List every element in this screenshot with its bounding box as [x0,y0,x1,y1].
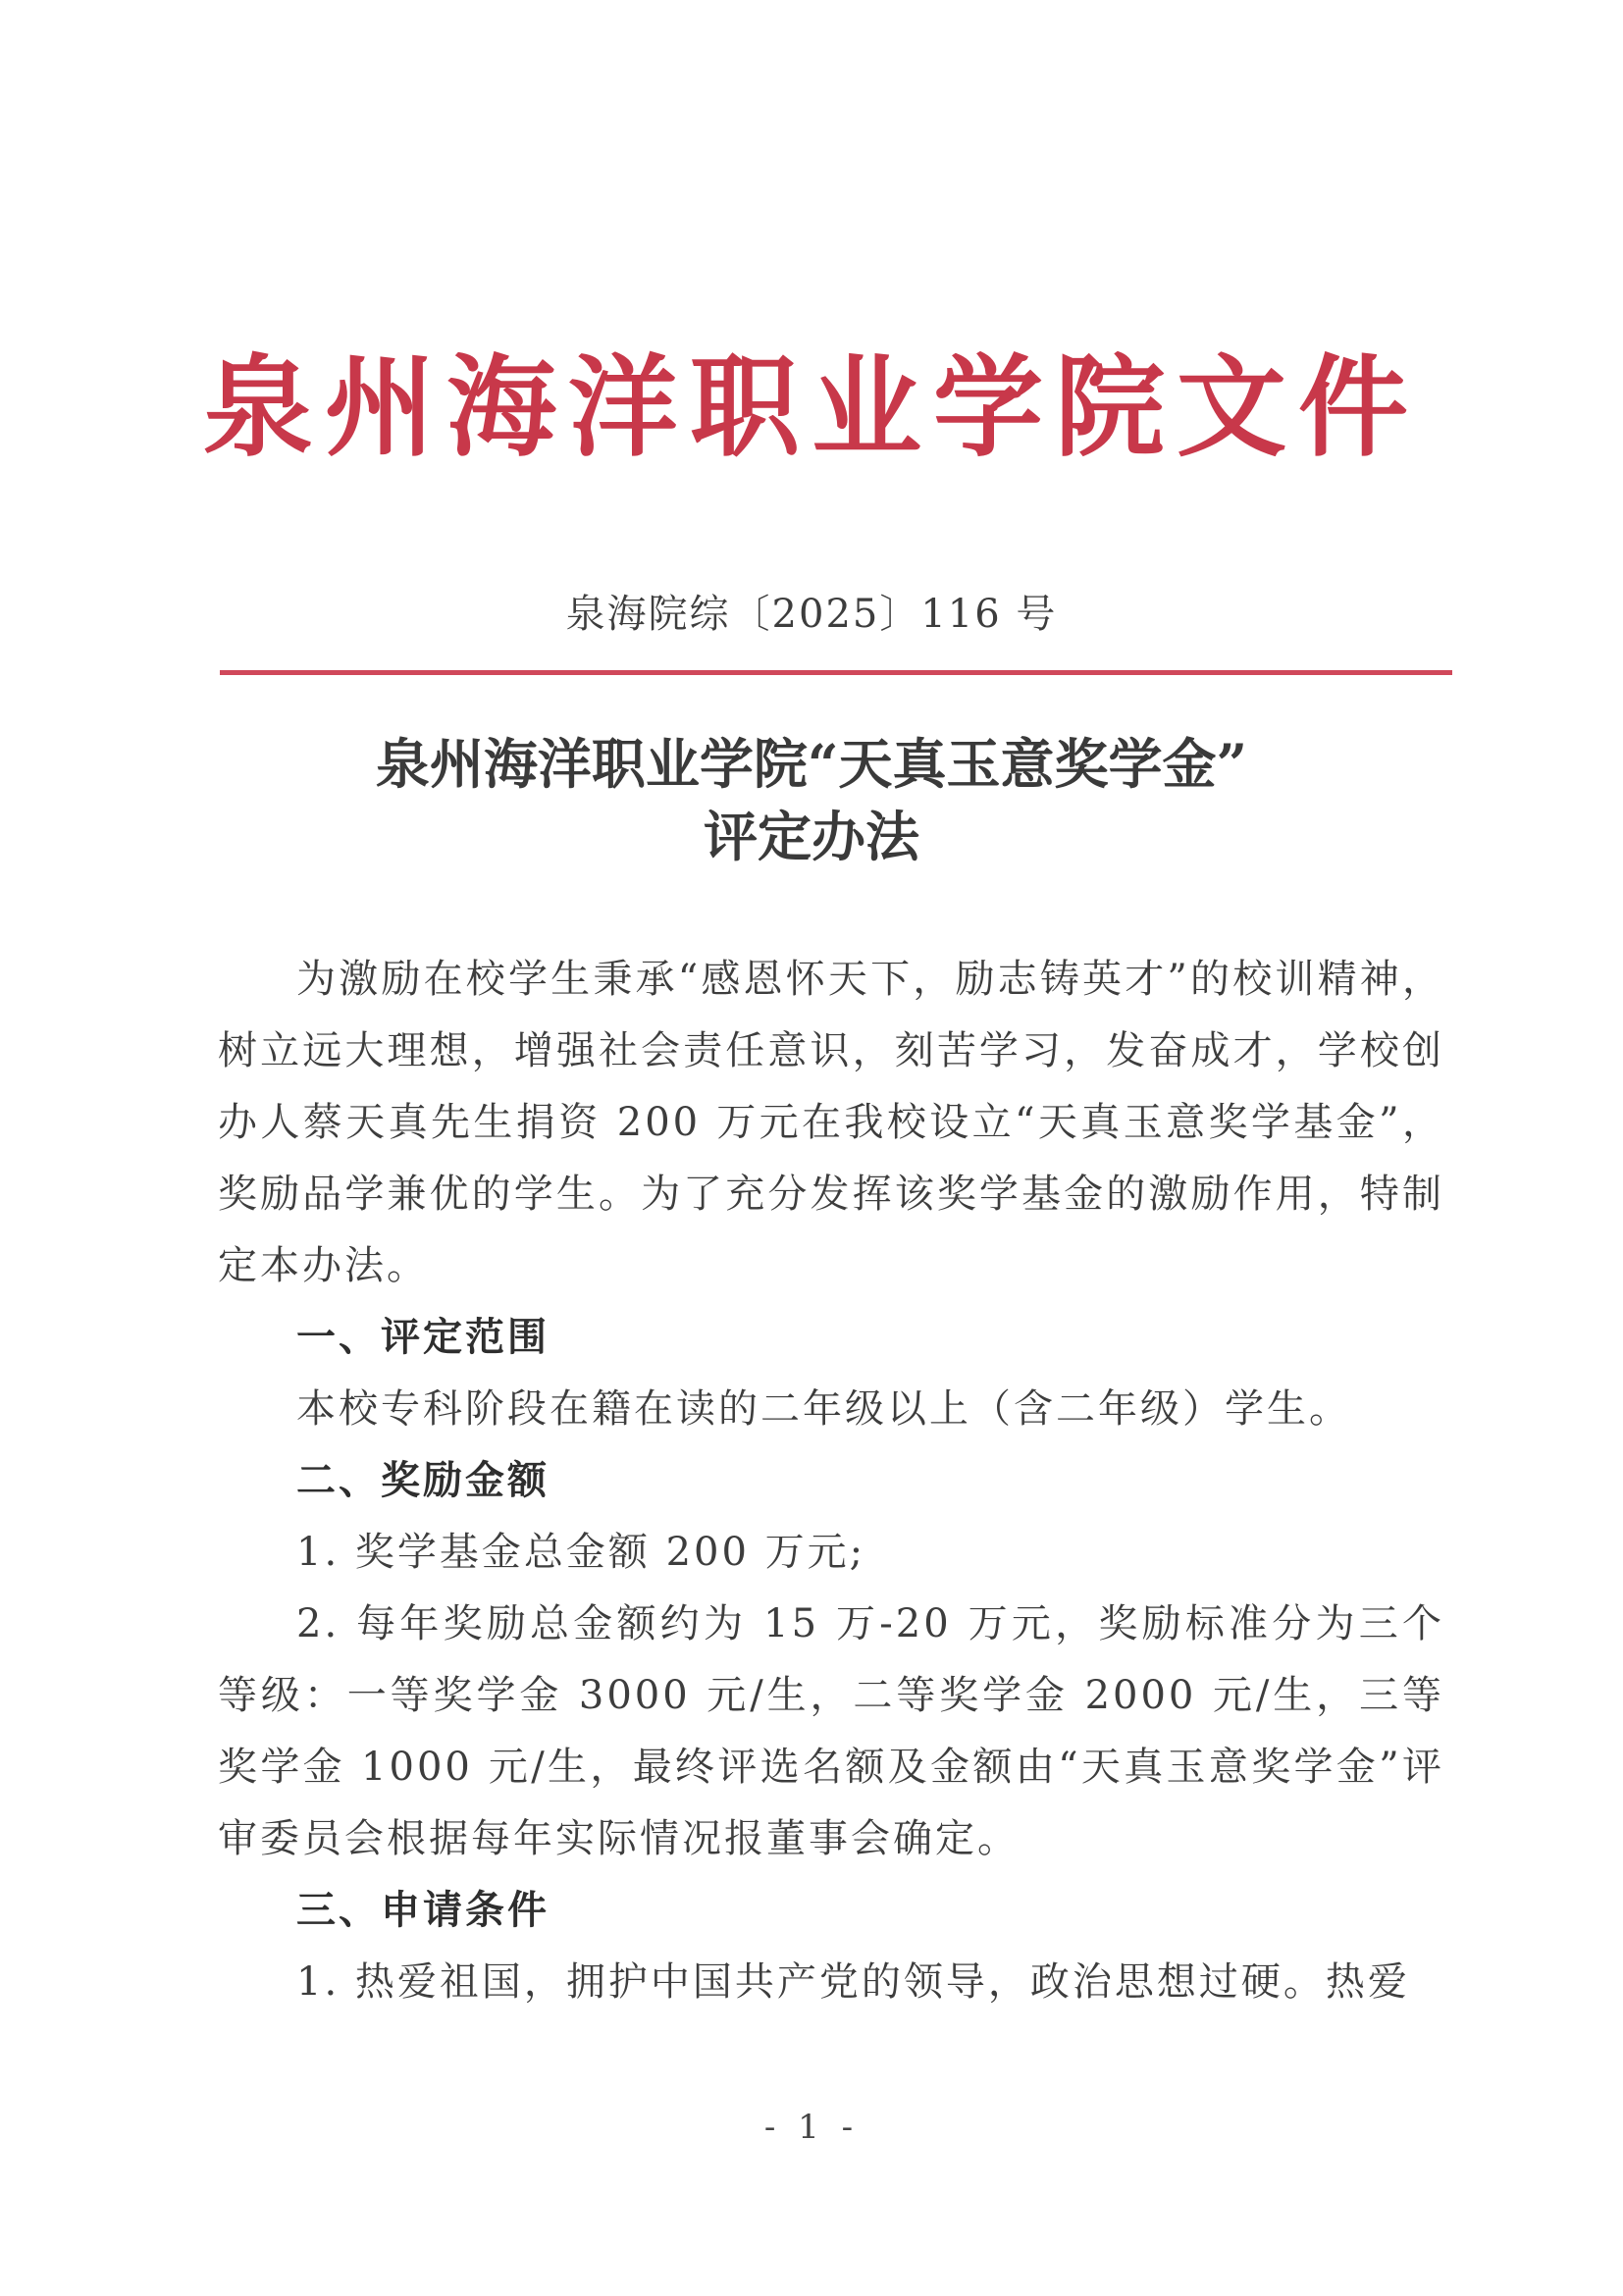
section-paragraph: 本校专科阶段在籍在读的二年级以上（含二年级）学生。 [296,1386,1351,1432]
section-paragraph: 1. 奖学基金总金额 200 万元; [296,1530,866,1575]
document-body [218,944,1444,2018]
section-heading-amount: 二、奖励金额 [296,1458,550,1503]
section-paragraph: 1. 热爱祖国，拥护中国共产党的领导，政治思想过硬。热爱 [296,1959,1410,2005]
page-number: - 1 - [763,2108,860,2147]
section-paragraph: 2. 每年奖励总金额约为 15 万-20 万元，奖励标准分为三个等级：一等奖学金 3000 元/生，二等奖学金 2000 元/生，三等奖学金 1000 元/生，最终评选名额及金额由“天真玉意奖学金”评审委员会根据每年实际情况报董事会确定。 [218,1601,1444,1861]
intro-paragraph: 为激励在校学生秉承“感恩怀天下，励志铸英才”的校训精神，树立远大理想，增强社会责任意识，刻苦学习，发奋成才，学校创办人蔡天真先生捐资 200 万元在我校设立“天真玉意奖学基金”，奖励品学兼优的学生。为了充分发挥该奖学基金的激励作用，特制定本办法。 [218,957,1444,1288]
section-heading-scope: 一、评定范围 [296,1315,550,1360]
red-divider-line [220,670,1452,675]
title-line-1: 泉州海洋职业学院“天真玉意奖学金” [375,732,1248,796]
document-title [0,728,1623,873]
document-number: 泉海院综〔2025〕116 号 [565,592,1058,637]
title-line-2: 评定办法 [703,805,919,868]
section-heading-conditions: 三、申请条件 [296,1888,550,1933]
document-masthead: 泉州海洋职业学院文件 [203,343,1420,472]
